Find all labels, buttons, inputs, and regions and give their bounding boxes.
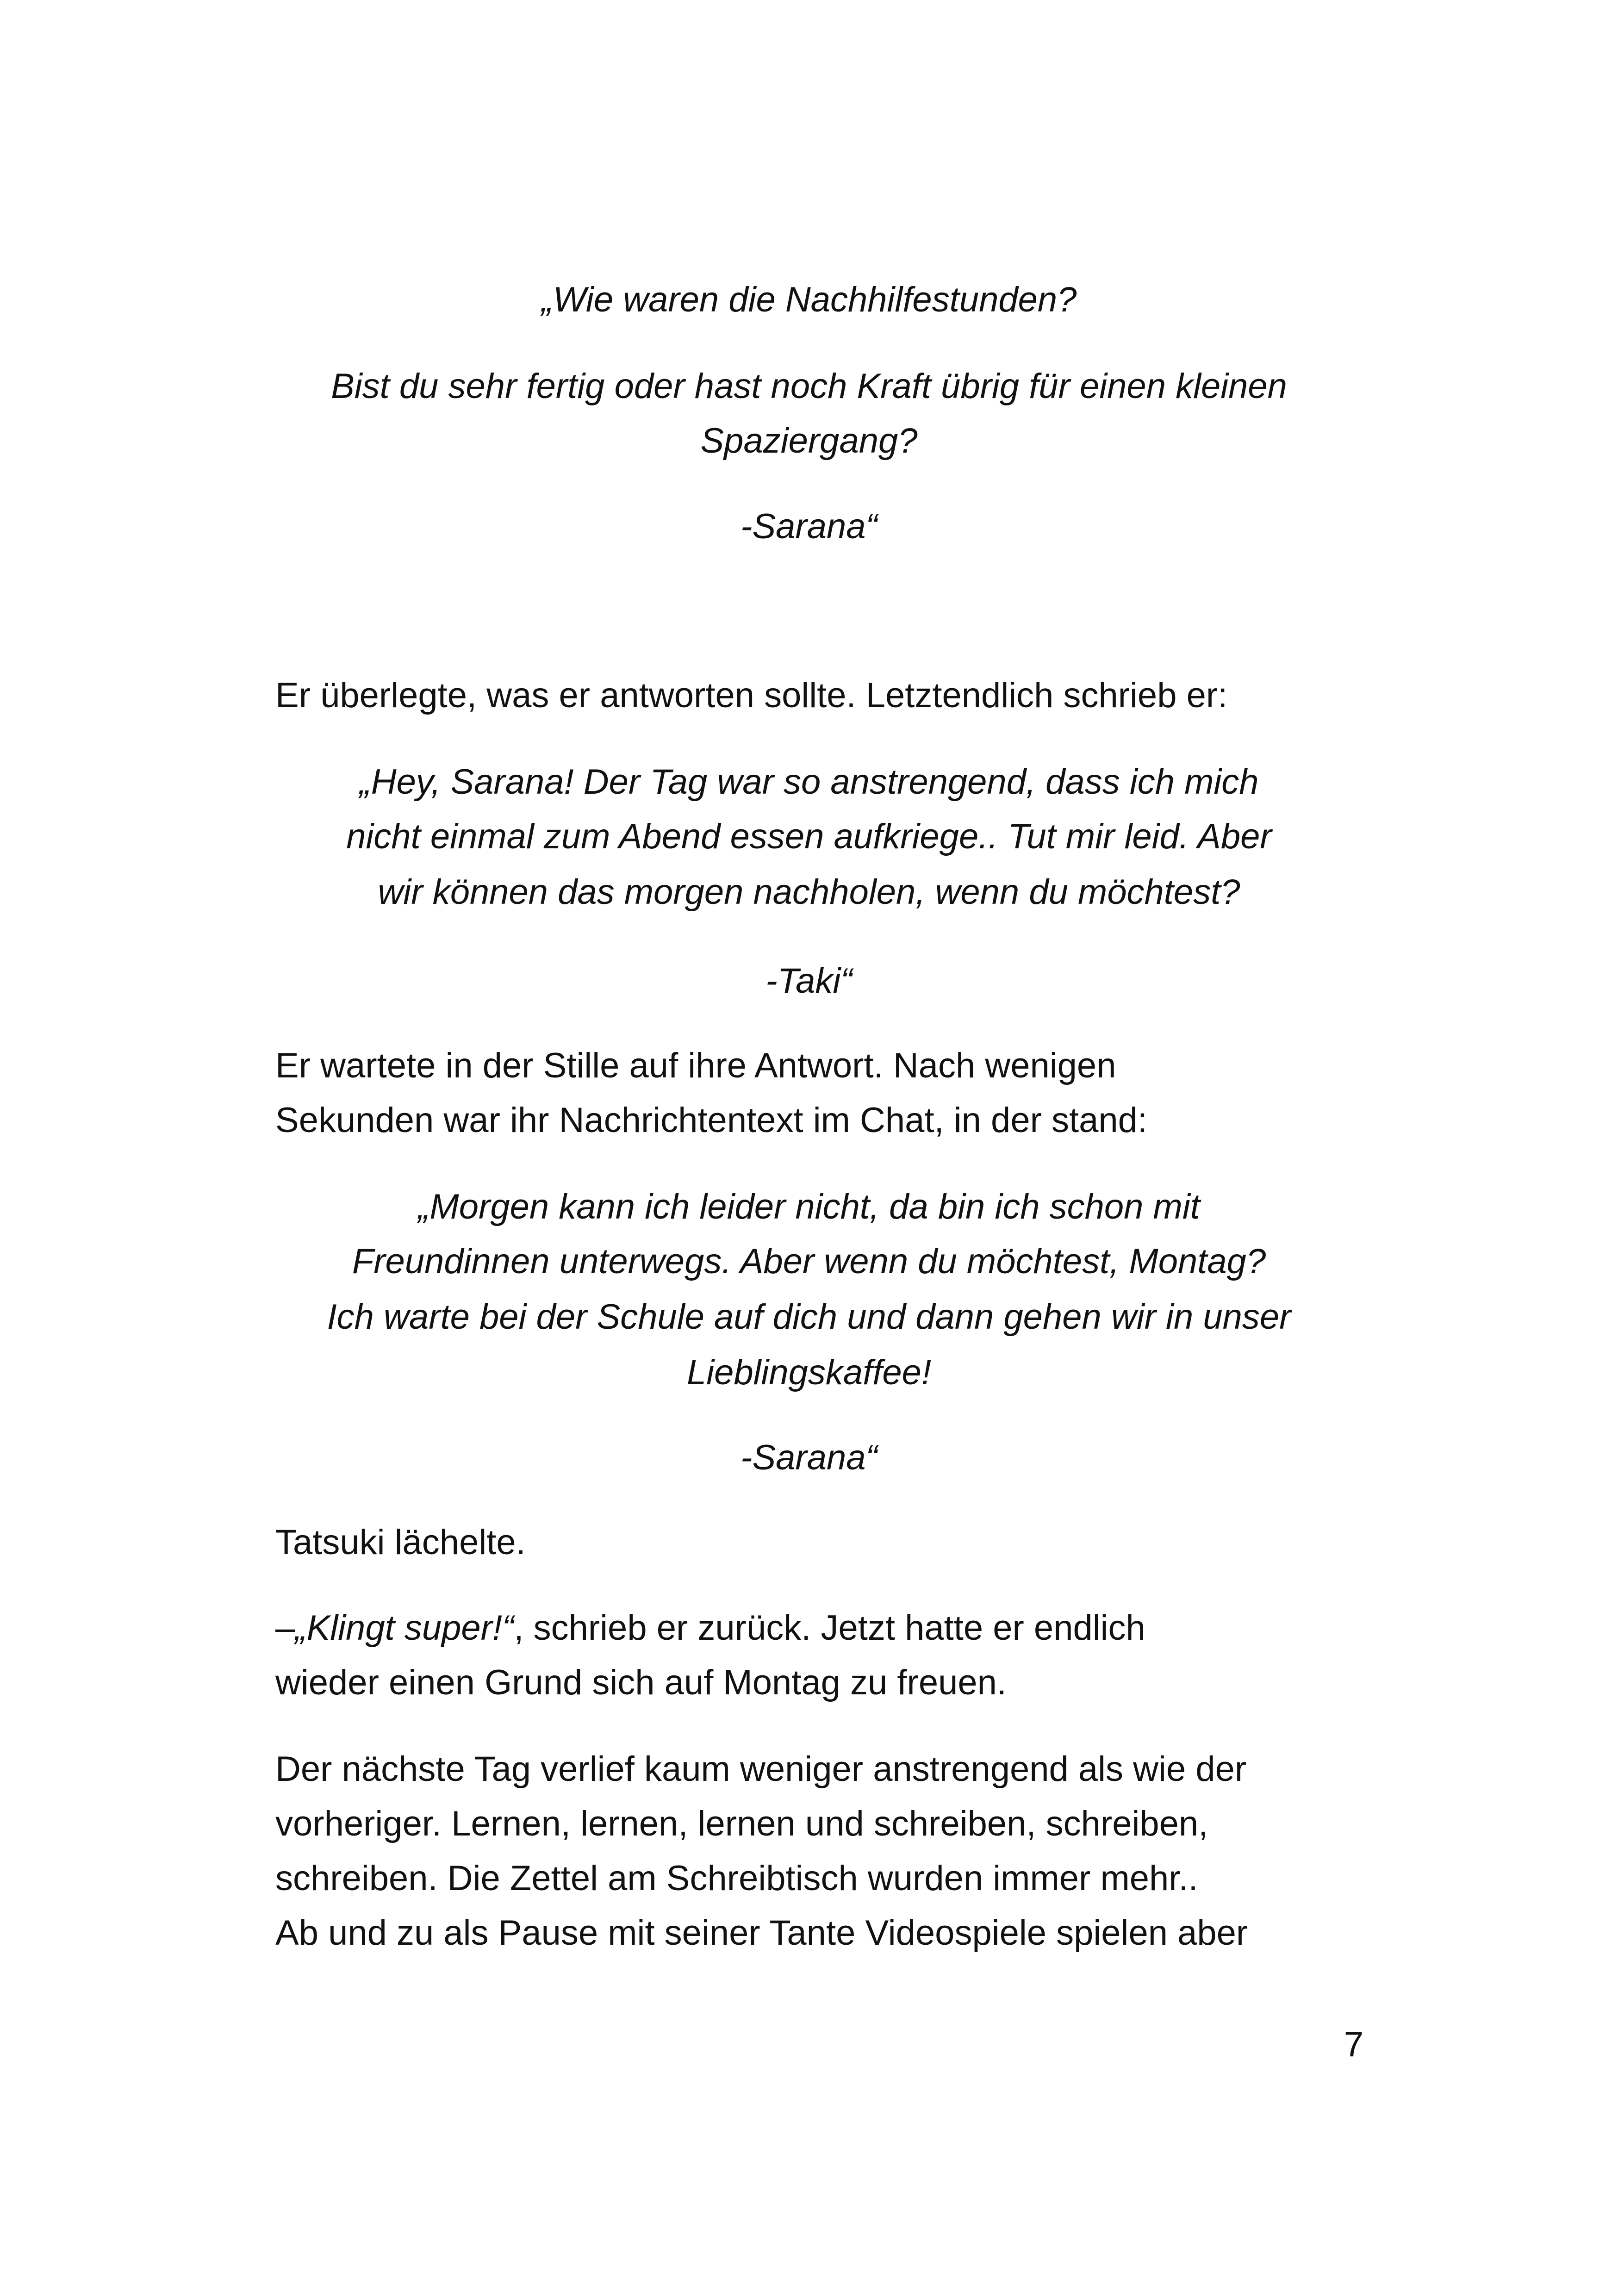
paragraph-4-dash: –: [275, 1608, 295, 1648]
paragraph-2-line-1: Er wartete in der Stille auf ihre Antwort. Nach wenigen: [275, 1046, 1116, 1085]
message-1-line-3: Spaziergang?: [700, 421, 918, 460]
paragraph-5-line-3: schreiben. Die Zettel am Schreibtisch wurden immer mehr..: [275, 1859, 1198, 1898]
message-1-signature: -Sarana“: [741, 507, 877, 546]
paragraph-2-line-2: Sekunden war ihr Nachrichtentext im Chat, in der stand:: [275, 1101, 1148, 1140]
paragraph-4-line-1: [275, 1608, 1145, 1648]
message-2-line-3: wir können das morgen nachholen, wenn du möchtest?: [378, 872, 1240, 912]
paragraph-5-line-2: vorheriger. Lernen, lernen, lernen und schreiben, schreiben,: [275, 1804, 1208, 1843]
paragraph-3: Tatsuki lächelte.: [275, 1523, 526, 1562]
paragraph-4-line-1-rest: , schrieb er zurück. Jetzt hatte er endlich: [514, 1608, 1145, 1648]
message-3-line-4: Lieblingskaffee!: [686, 1353, 932, 1392]
message-2-signature: -Taki“: [765, 961, 853, 1001]
message-3-line-3: Ich warte bei der Schule auf dich und dann gehen wir in unser: [327, 1297, 1291, 1337]
paragraph-5-line-4: Ab und zu als Pause mit seiner Tante Videospiele spielen aber: [275, 1913, 1248, 1953]
paragraph-1: Er überlegte, was er antworten sollte. Letztendlich schrieb er:: [275, 676, 1228, 715]
message-2-line-1: „Hey, Sarana! Der Tag war so anstrengend, dass ich mich: [359, 762, 1259, 802]
message-2-line-2: nicht einmal zum Abend essen aufkriege.. Tut mir leid. Aber: [346, 817, 1272, 856]
paragraph-4-quote: „Klingt super!“: [295, 1608, 514, 1648]
message-1-line-1: „Wie waren die Nachhilfestunden?: [541, 280, 1077, 319]
message-3-signature: -Sarana“: [741, 1438, 877, 1477]
message-1-line-2: Bist du sehr fertig oder hast noch Kraft übrig für einen kleinen: [331, 367, 1287, 406]
paragraph-5-line-1: Der nächste Tag verlief kaum weniger anstrengend als wie der: [275, 1749, 1247, 1789]
page-number: 7: [1344, 2025, 1363, 2064]
message-3-line-1: „Morgen kann ich leider nicht, da bin ich schon mit: [418, 1187, 1200, 1226]
message-3-line-2: Freundinnen unterwegs. Aber wenn du möchtest, Montag?: [352, 1242, 1266, 1281]
paragraph-4-line-2: wieder einen Grund sich auf Montag zu freuen.: [275, 1663, 1007, 1702]
